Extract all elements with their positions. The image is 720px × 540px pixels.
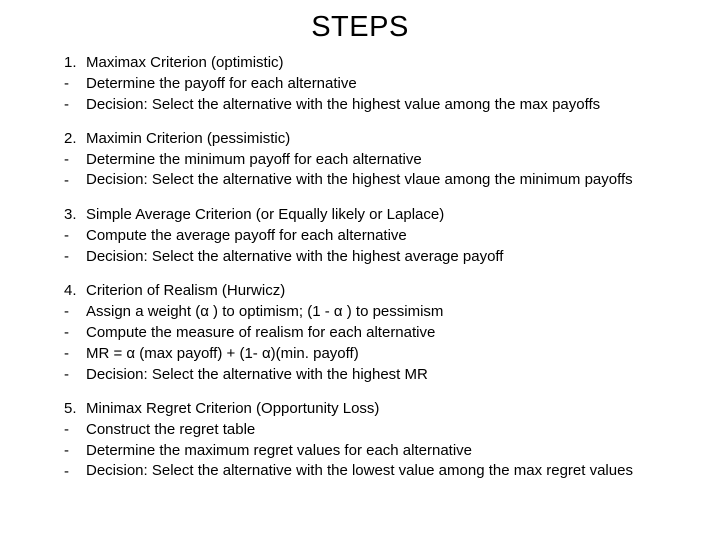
page-title: STEPS (311, 11, 409, 43)
step-item: Decision: Select the alternative with the highest MR (86, 366, 428, 383)
step-number: 4. (64, 282, 77, 299)
step-heading: Maximax Criterion (optimistic) (86, 54, 284, 71)
dash-marker: - (64, 463, 69, 480)
step-1 (64, 52, 684, 115)
dash-marker: - (64, 442, 69, 459)
step-heading: Minimax Regret Criterion (Opportunity Loss) (86, 400, 380, 417)
dash-marker: - (64, 96, 69, 113)
dash-marker: - (64, 303, 69, 320)
step-5 (64, 398, 684, 482)
step-2 (64, 128, 684, 191)
step-number: 3. (64, 206, 77, 223)
step-item: Determine the minimum payoff for each alternative (86, 151, 422, 168)
dash-marker: - (64, 324, 69, 341)
step-item: Decision: Select the alternative with the lowest value among the max regret values (86, 462, 633, 479)
step-item: Determine the payoff for each alternative (86, 75, 357, 92)
step-item: Compute the average payoff for each alternative (86, 227, 407, 244)
step-item: Assign a weight (α ) to optimism; (1 - α ) to pessimism (86, 303, 444, 320)
step-number: 2. (64, 130, 77, 147)
dash-marker: - (64, 151, 69, 168)
step-item: Determine the maximum regret values for each alternative (86, 442, 473, 459)
step-item: Decision: Select the alternative with the highest value among the max payoffs (86, 96, 601, 113)
step-item: Decision: Select the alternative with the highest average payoff (86, 248, 504, 265)
step-4 (64, 280, 684, 385)
step-number: 5. (64, 400, 77, 417)
step-number: 1. (64, 54, 77, 71)
step-heading: Simple Average Criterion (or Equally likely or Laplace) (86, 206, 445, 223)
step-3 (64, 204, 684, 267)
dash-marker: - (64, 248, 69, 265)
dash-marker: - (64, 421, 69, 438)
step-item: Decision: Select the alternative with the highest vlaue among the minimum payoffs (86, 171, 633, 188)
dash-marker: - (64, 227, 69, 244)
step-heading: Criterion of Realism (Hurwicz) (86, 282, 286, 299)
dash-marker: - (64, 366, 69, 383)
dash-marker: - (64, 345, 69, 362)
dash-marker: - (64, 75, 69, 92)
steps-list (64, 52, 684, 482)
dash-marker: - (64, 172, 69, 189)
step-item: Compute the measure of realism for each alternative (86, 324, 436, 341)
step-item: MR = α (max payoff) + (1- α)(min. payoff) (86, 345, 359, 362)
step-item: Construct the regret table (86, 421, 256, 438)
step-heading: Maximin Criterion (pessimistic) (86, 130, 291, 147)
